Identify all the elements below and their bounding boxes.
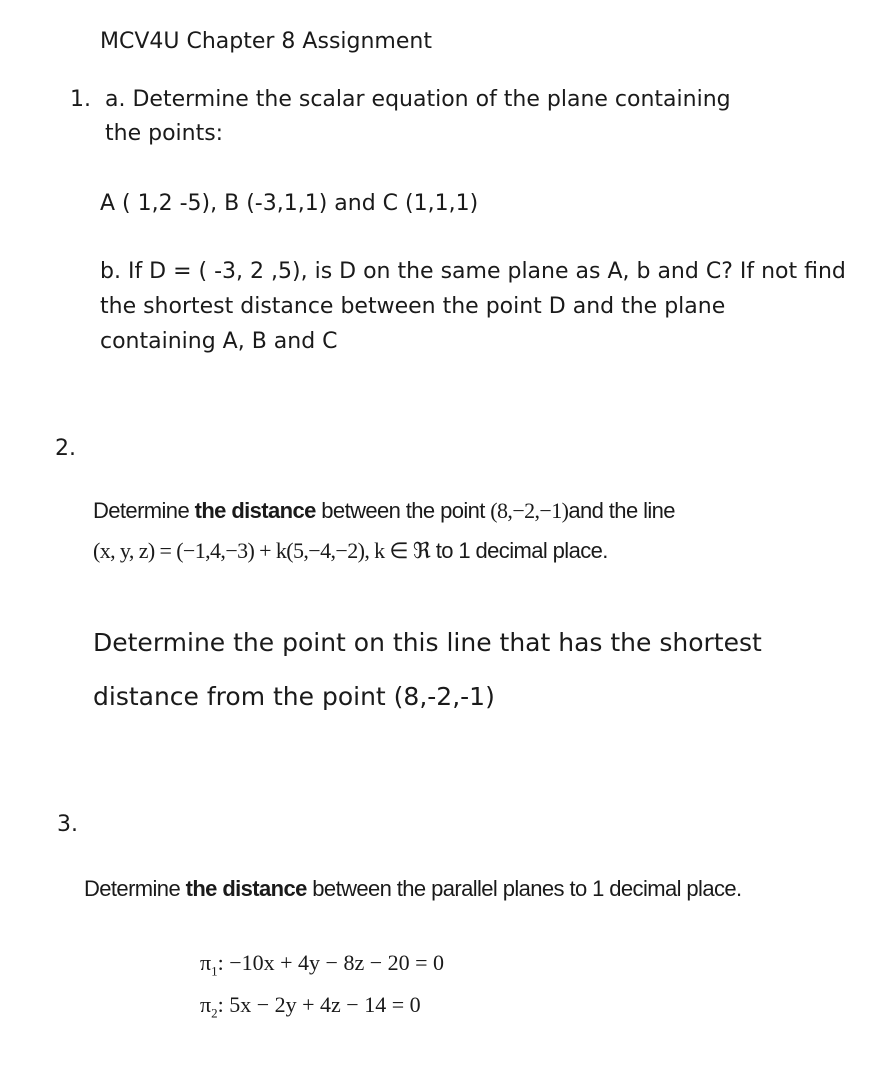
q2-text-line1 xyxy=(93,498,675,524)
q1b-line2: the shortest distance between the point D and the plane xyxy=(100,294,726,319)
q1a-line2: the points: xyxy=(105,121,224,146)
q1a-line1: a. Determine the scalar equation of the plane containing xyxy=(105,87,731,112)
q3-text-a: Determine xyxy=(84,876,186,901)
page-title: MCV4U Chapter 8 Assignment xyxy=(100,29,432,54)
q3-text-b: between the parallel planes to 1 decimal place. xyxy=(306,876,742,901)
q3-text xyxy=(84,876,742,902)
plane1-sub: 1 xyxy=(211,963,218,979)
q2-text-c: and the line xyxy=(568,498,675,523)
q1-number: 1. xyxy=(70,87,91,112)
plane2-equation: : 5x − 2y + 4z − 14 = 0 xyxy=(217,992,421,1017)
q3-text-bold: the distance xyxy=(185,876,307,901)
q2-point: (8,−2,−1) xyxy=(490,498,569,523)
q2-part2-line2: distance from the point (8,-2,-1) xyxy=(93,682,495,711)
q2-number: 2. xyxy=(55,436,76,461)
q2-text-bold: the distance xyxy=(194,498,316,523)
q3-plane2 xyxy=(200,992,421,1021)
q1-points: A ( 1,2 -5), B (-3,1,1) and C (1,1,1) xyxy=(100,191,479,216)
plane2-sub: 2 xyxy=(211,1005,218,1021)
q2-line-equation: (x, y, z) = (−1,4,−3) + k(5,−4,−2), k ∈ ℜ xyxy=(93,538,431,563)
plane1-label: π xyxy=(200,950,212,975)
q1b-line1: b. If D = ( -3, 2 ,5), is D on the same plane as A, b and C? If not find xyxy=(100,259,846,284)
plane2-label: π xyxy=(200,992,212,1017)
plane1-equation: : −10x + 4y − 8z − 20 = 0 xyxy=(217,950,445,975)
q2-line-suffix: to 1 decimal place. xyxy=(430,538,608,563)
q3-plane1 xyxy=(200,950,444,979)
q2-text-line2 xyxy=(93,538,608,564)
q2-text-a: Determine xyxy=(93,498,195,523)
q3-number: 3. xyxy=(57,812,78,837)
q1b-line3: containing A, B and C xyxy=(100,329,338,354)
q2-part2-line1: Determine the point on this line that has the shortest xyxy=(93,628,762,657)
q2-text-b: between the point xyxy=(315,498,491,523)
